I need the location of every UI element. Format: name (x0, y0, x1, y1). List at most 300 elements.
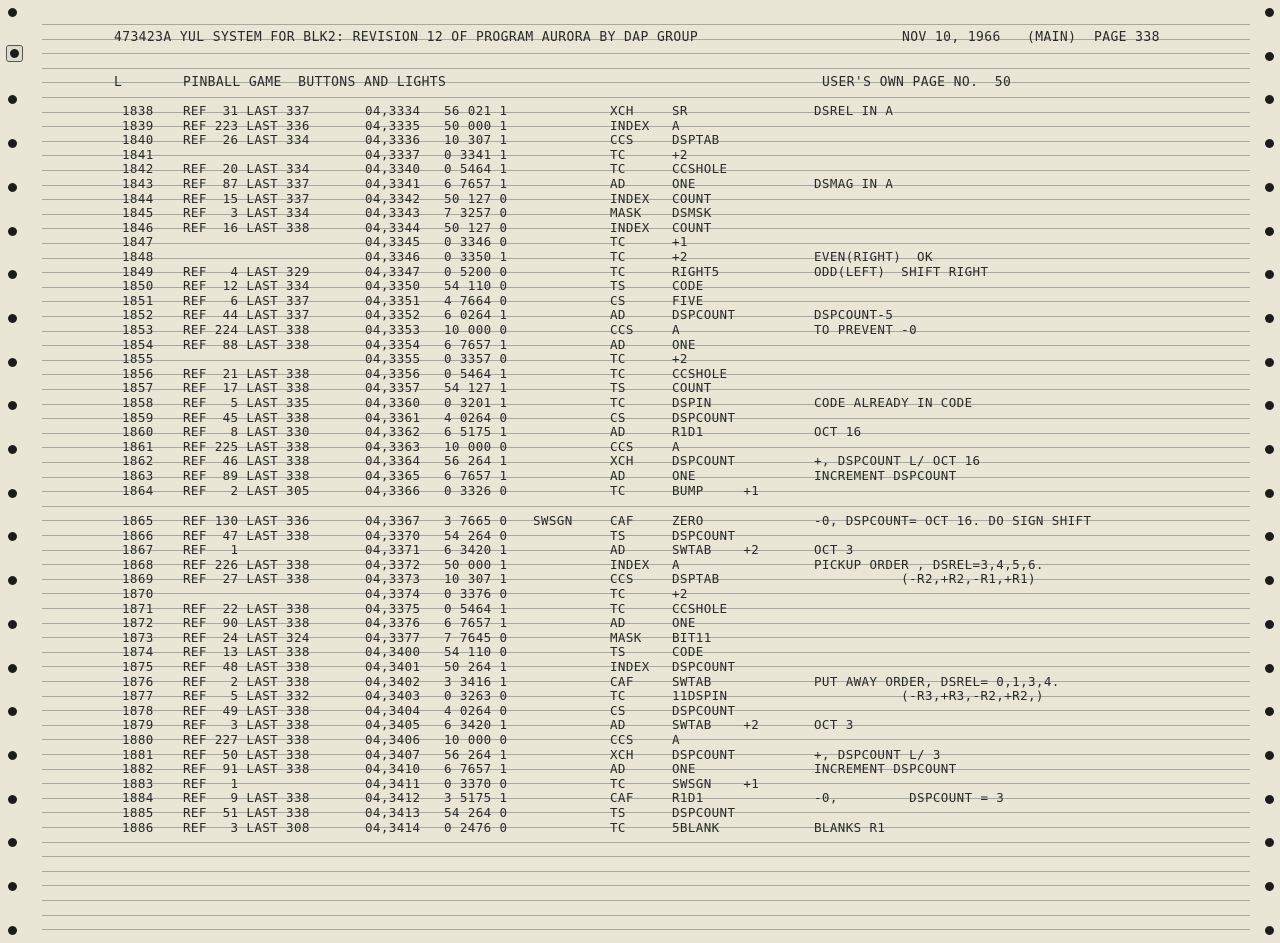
opcode-column: CS (610, 702, 626, 718)
operand-column: DSPCOUNT (672, 746, 736, 762)
ruled-line (42, 68, 1250, 69)
line-number: 1885 (122, 805, 154, 820)
log-marker: L (114, 75, 123, 90)
octal-code-column: 0 5200 0 (444, 263, 508, 279)
ref-column: REF 226 LAST 338 (183, 556, 310, 572)
operand-column: A (672, 322, 680, 337)
sprocket-hole-icon (8, 445, 17, 454)
ref-column: REF 3 LAST 338 (183, 717, 310, 733)
line-number: 1871 (122, 600, 154, 616)
line-number: 1853 (122, 322, 154, 337)
octal-code-column: 50 264 1 (444, 659, 508, 674)
ruled-line (42, 856, 1250, 857)
sprocket-hole-icon (8, 270, 17, 279)
opcode-column: INDEX (610, 117, 650, 133)
address-column: 04,3342 (365, 190, 421, 206)
line-number: 1863 (122, 468, 154, 483)
ref-column: REF 89 LAST 338 (183, 468, 310, 483)
opcode-column: MASK (610, 629, 642, 645)
line-number: 1851 (122, 292, 154, 308)
operand-column: A (672, 438, 680, 454)
opcode-column: AD (610, 424, 626, 440)
opcode-column: AD (610, 717, 626, 733)
ref-column: REF 8 LAST 330 (183, 424, 310, 440)
sprocket-hole-icon (8, 576, 17, 585)
operand-column: ONE (672, 336, 696, 352)
operand-column: ONE (672, 176, 696, 191)
line-number: 1859 (122, 409, 154, 425)
address-column: 04,3346 (365, 249, 421, 264)
octal-code-column: 10 000 0 (444, 732, 508, 747)
opcode-column: TC (610, 249, 626, 264)
comment-column: DSREL IN A (814, 103, 894, 118)
octal-code-column: 0 3263 0 (444, 688, 508, 704)
octal-code-column: 0 3350 1 (444, 249, 508, 264)
octal-code-column: 0 3370 0 (444, 775, 508, 791)
line-number: 1879 (122, 717, 154, 733)
opcode-column: CAF (610, 790, 634, 806)
line-number: 1848 (122, 249, 154, 264)
opcode-column: CCS (610, 438, 634, 454)
line-number: 1886 (122, 819, 154, 835)
line-number: 1842 (122, 161, 154, 177)
sprocket-hole-icon (1265, 401, 1274, 410)
opcode-column: MASK (610, 205, 642, 221)
address-column: 04,3357 (365, 380, 421, 396)
ruled-line (42, 900, 1250, 901)
line-number: 1862 (122, 453, 154, 469)
operand-column: DSPCOUNT (672, 659, 736, 674)
address-column: 04,3343 (365, 205, 421, 221)
sprocket-hole-icon (1265, 358, 1274, 367)
ruled-line (42, 915, 1250, 916)
comment-column: OCT 3 (814, 717, 854, 733)
sprocket-hole-icon (1265, 576, 1274, 585)
address-column: 04,3340 (365, 161, 421, 177)
sprocket-hole-icon (8, 926, 17, 935)
line-number: 1877 (122, 688, 154, 704)
sprocket-hole-icon (8, 707, 17, 716)
sprocket-hole-icon (1265, 8, 1274, 17)
opcode-column: TC (610, 600, 626, 616)
octal-code-column: 0 3201 1 (444, 395, 508, 410)
opcode-column: TS (610, 527, 626, 543)
line-number: 1857 (122, 380, 154, 396)
opcode-column: INDEX (610, 219, 650, 235)
operand-column: +2 (672, 249, 688, 264)
ref-column: REF 15 LAST 337 (183, 190, 310, 206)
octal-code-column: 4 7664 0 (444, 292, 508, 308)
ref-column: REF 24 LAST 324 (183, 629, 310, 645)
line-number: 1865 (122, 513, 154, 528)
operand-column: A (672, 556, 680, 572)
octal-code-column: 54 127 1 (444, 380, 508, 396)
address-column: 04,3372 (365, 556, 421, 572)
address-column: 04,3367 (365, 513, 421, 528)
address-column: 04,3401 (365, 659, 421, 674)
octal-code-column: 0 3326 0 (444, 482, 508, 498)
operand-column: SWTAB +2 (672, 542, 760, 558)
operand-column: RIGHT5 (672, 263, 720, 279)
opcode-column: XCH (610, 103, 634, 118)
ref-column: REF 27 LAST 338 (183, 571, 310, 587)
opcode-column: TC (610, 161, 626, 177)
comment-column: ODD(LEFT) SHIFT RIGHT (814, 263, 989, 279)
opcode-column: CCS (610, 732, 634, 747)
sprocket-square-icon (6, 45, 23, 62)
operand-column: CCSHOLE (672, 600, 728, 616)
ref-column: REF 16 LAST 338 (183, 219, 310, 235)
comment-column: EVEN(RIGHT) OK (814, 249, 933, 264)
operand-column: CODE (672, 278, 704, 294)
operand-column: COUNT (672, 190, 712, 206)
comment-column: PICKUP ORDER , DSREL=3,4,5,6. (814, 556, 1044, 572)
octal-code-column: 0 3376 0 (444, 586, 508, 601)
octal-code-column: 0 5464 1 (444, 365, 508, 381)
sprocket-hole-icon (8, 751, 17, 760)
octal-code-column: 0 3341 1 (444, 146, 508, 162)
comment-column: -0, DSPCOUNT= OCT 16. DO SIGN SHIFT (814, 513, 1092, 528)
opcode-column: TS (610, 805, 626, 820)
opcode-column: TC (610, 482, 626, 498)
octal-code-column: 50 000 1 (444, 556, 508, 572)
octal-code-column: 6 5175 1 (444, 424, 508, 440)
comment-column: DSMAG IN A (814, 176, 894, 191)
address-column: 04,3403 (365, 688, 421, 704)
line-number: 1883 (122, 775, 154, 791)
sprocket-hole-icon (8, 227, 17, 236)
ref-column: REF 90 LAST 338 (183, 615, 310, 631)
octal-code-column: 10 000 0 (444, 438, 508, 454)
sprocket-hole-icon (1265, 95, 1274, 104)
ref-column: REF 26 LAST 334 (183, 132, 310, 148)
operand-column: +2 (672, 146, 688, 162)
operand-column: +2 (672, 351, 688, 367)
opcode-column: XCH (610, 746, 634, 762)
sprocket-hole-icon (8, 882, 17, 891)
sprocket-hole-icon (1265, 751, 1274, 760)
operand-column: DSPTAB (672, 571, 720, 587)
address-column: 04,3341 (365, 176, 421, 191)
user-page-number: USER'S OWN PAGE NO. 50 (822, 75, 1012, 90)
line-number: 1841 (122, 146, 154, 162)
octal-code-column: 6 7657 1 (444, 761, 508, 777)
comment-column: CODE ALREADY IN CODE (814, 395, 973, 410)
ruled-line (42, 871, 1250, 872)
sprocket-hole-icon (8, 620, 17, 629)
sprocket-hole-icon (1265, 139, 1274, 148)
address-column: 04,3347 (365, 263, 421, 279)
line-number: 1852 (122, 307, 154, 323)
address-column: 04,3377 (365, 629, 421, 645)
opcode-column: CS (610, 409, 626, 425)
sprocket-hole-icon (1265, 926, 1274, 935)
ref-column: REF 22 LAST 338 (183, 600, 310, 616)
ref-column: REF 227 LAST 338 (183, 732, 310, 747)
operand-column: DSPCOUNT (672, 527, 736, 543)
ruled-line (42, 24, 1250, 25)
operand-column: SR (672, 103, 688, 118)
address-column: 04,3410 (365, 761, 421, 777)
sprocket-hole-icon (1265, 707, 1274, 716)
octal-code-column: 6 7657 1 (444, 615, 508, 631)
opcode-column: TC (610, 586, 626, 601)
line-number: 1856 (122, 365, 154, 381)
line-number: 1843 (122, 176, 154, 191)
ref-column: REF 5 LAST 332 (183, 688, 310, 704)
ref-column: REF 91 LAST 338 (183, 761, 310, 777)
octal-code-column: 10 307 1 (444, 132, 508, 148)
ref-column: REF 2 LAST 305 (183, 482, 310, 498)
opcode-column: TC (610, 395, 626, 410)
octal-code-column: 54 110 0 (444, 278, 508, 294)
octal-code-column: 3 7665 0 (444, 513, 508, 528)
ref-column: REF 31 LAST 337 (183, 103, 310, 118)
operand-column: SWTAB (672, 673, 712, 689)
sprocket-hole-icon (8, 8, 17, 17)
listing-section: (MAIN) (1027, 30, 1077, 45)
line-number: 1840 (122, 132, 154, 148)
sprocket-hole-icon (1265, 183, 1274, 192)
ruled-line (42, 155, 1250, 156)
operand-column: COUNT (672, 219, 712, 235)
ruled-line (42, 929, 1250, 930)
octal-code-column: 0 3357 0 (444, 351, 508, 367)
octal-code-column: 50 000 1 (444, 117, 508, 133)
opcode-column: CAF (610, 513, 634, 528)
octal-code-column: 56 264 1 (444, 453, 508, 469)
line-number: 1855 (122, 351, 154, 367)
operand-column: CCSHOLE (672, 365, 728, 381)
sprocket-hole-icon (8, 139, 17, 148)
ref-column: REF 225 LAST 338 (183, 438, 310, 454)
octal-code-column: 6 7657 1 (444, 176, 508, 191)
comment-column: TO PREVENT -0 (814, 322, 918, 337)
address-column: 04,3412 (365, 790, 421, 806)
operand-column: CCSHOLE (672, 161, 728, 177)
ruled-line (42, 53, 1250, 54)
line-number: 1884 (122, 790, 154, 806)
sprocket-hole-icon (1265, 445, 1274, 454)
operand-column: R1D1 (672, 790, 704, 806)
opcode-column: AD (610, 468, 626, 483)
address-column: 04,3355 (365, 351, 421, 367)
opcode-column: TS (610, 644, 626, 660)
page-number: PAGE 338 (1094, 30, 1160, 45)
sprocket-hole-icon (8, 401, 17, 410)
operand-column: COUNT (672, 380, 712, 396)
ref-column: REF 17 LAST 338 (183, 380, 310, 396)
octal-code-column: 54 264 0 (444, 805, 508, 820)
address-column: 04,3361 (365, 409, 421, 425)
sprocket-hole-icon (1265, 838, 1274, 847)
sprocket-hole-icon (8, 532, 17, 541)
comment-column: PUT AWAY ORDER, DSREL= 0,1,3,4. (814, 673, 1060, 689)
line-number: 1860 (122, 424, 154, 440)
line-number: 1861 (122, 438, 154, 454)
ref-column: REF 49 LAST 338 (183, 702, 310, 718)
opcode-column: XCH (610, 453, 634, 469)
operand-column: SWSGN +1 (672, 775, 760, 791)
line-number: 1846 (122, 219, 154, 235)
address-column: 04,3354 (365, 336, 421, 352)
line-number: 1880 (122, 732, 154, 747)
sprocket-hole-icon (1265, 489, 1274, 498)
address-column: 04,3413 (365, 805, 421, 820)
operand-column: DSPCOUNT (672, 409, 736, 425)
sprocket-hole-icon (1265, 620, 1274, 629)
operand-column: ONE (672, 615, 696, 631)
ref-column: REF 130 LAST 336 (183, 513, 310, 528)
sprocket-hole-icon (1265, 664, 1274, 673)
comment-column: OCT 3 (814, 542, 854, 558)
comment-column: -0, DSPCOUNT = 3 (814, 790, 1005, 806)
opcode-column: AD (610, 307, 626, 323)
comment-column: DSPCOUNT-5 (814, 307, 894, 323)
octal-code-column: 6 7657 1 (444, 468, 508, 483)
ref-column: REF 3 LAST 334 (183, 205, 310, 221)
opcode-column: TC (610, 234, 626, 250)
sprocket-hole-icon (1265, 532, 1274, 541)
ref-column: REF 9 LAST 338 (183, 790, 310, 806)
operand-column: +1 (672, 234, 688, 250)
octal-code-column: 6 3420 1 (444, 542, 508, 558)
line-number: 1875 (122, 659, 154, 674)
octal-code-column: 0 3346 0 (444, 234, 508, 250)
ruled-line (42, 593, 1250, 594)
line-number: 1844 (122, 190, 154, 206)
comment-column: INCREMENT DSPCOUNT (814, 761, 957, 777)
octal-code-column: 54 264 0 (444, 527, 508, 543)
operand-column: SWTAB +2 (672, 717, 760, 733)
address-column: 04,3414 (365, 819, 421, 835)
opcode-column: TC (610, 351, 626, 367)
operand-column: ONE (672, 468, 696, 483)
address-column: 04,3363 (365, 438, 421, 454)
ref-column: REF 223 LAST 336 (183, 117, 310, 133)
ref-column: REF 224 LAST 338 (183, 322, 310, 337)
octal-code-column: 3 5175 1 (444, 790, 508, 806)
opcode-column: CCS (610, 132, 634, 148)
opcode-column: CS (610, 292, 626, 308)
operand-column: BUMP +1 (672, 482, 760, 498)
operand-column: FIVE (672, 292, 704, 308)
address-column: 04,3370 (365, 527, 421, 543)
ref-column: REF 46 LAST 338 (183, 453, 310, 469)
opcode-column: TS (610, 278, 626, 294)
address-column: 04,3336 (365, 132, 421, 148)
octal-code-column: 0 5464 1 (444, 600, 508, 616)
opcode-column: CAF (610, 673, 634, 689)
line-number: 1878 (122, 702, 154, 718)
opcode-column: TC (610, 819, 626, 835)
operand-column: DSPCOUNT (672, 702, 736, 718)
sprocket-hole-icon (8, 664, 17, 673)
octal-code-column: 56 264 1 (444, 746, 508, 762)
address-column: 04,3350 (365, 278, 421, 294)
ref-column: REF 3 LAST 308 (183, 819, 310, 835)
line-number: 1838 (122, 103, 154, 118)
address-column: 04,3345 (365, 234, 421, 250)
address-column: 04,3400 (365, 644, 421, 660)
opcode-column: TS (610, 380, 626, 396)
ref-column: REF 48 LAST 338 (183, 659, 310, 674)
opcode-column: AD (610, 176, 626, 191)
line-number: 1866 (122, 527, 154, 543)
ref-column: REF 45 LAST 338 (183, 409, 310, 425)
ref-column: REF 4 LAST 329 (183, 263, 310, 279)
ref-column: REF 50 LAST 338 (183, 746, 310, 762)
operand-column: ONE (672, 761, 696, 777)
address-column: 04,3337 (365, 146, 421, 162)
line-number: 1850 (122, 278, 154, 294)
opcode-column: AD (610, 615, 626, 631)
sprocket-hole-icon (8, 358, 17, 367)
comment-column: INCREMENT DSPCOUNT (814, 468, 957, 483)
sprocket-hole-icon (1265, 795, 1274, 804)
opcode-column: AD (610, 761, 626, 777)
ref-column: REF 20 LAST 334 (183, 161, 310, 177)
octal-code-column: 3 3416 1 (444, 673, 508, 689)
sprocket-hole-icon (1265, 314, 1274, 323)
operand-column: A (672, 117, 680, 133)
ruled-line (42, 885, 1250, 886)
opcode-column: INDEX (610, 556, 650, 572)
comment-column: +, DSPCOUNT L/ 3 (814, 746, 941, 762)
operand-column: A (672, 732, 680, 747)
address-column: 04,3411 (365, 775, 421, 791)
ref-column: REF 13 LAST 338 (183, 644, 310, 660)
line-number: 1867 (122, 542, 154, 558)
octal-code-column: 4 0264 0 (444, 702, 508, 718)
operand-column: 5BLANK (672, 819, 720, 835)
opcode-column: CCS (610, 322, 634, 337)
line-number: 1847 (122, 234, 154, 250)
sprocket-hole-icon (8, 183, 17, 192)
ref-column: REF 51 LAST 338 (183, 805, 310, 820)
operand-column: BIT11 (672, 629, 712, 645)
ruled-line (42, 97, 1250, 98)
address-column: 04,3404 (365, 702, 421, 718)
address-column: 04,3356 (365, 365, 421, 381)
operand-column: DSPCOUNT (672, 805, 736, 820)
octal-code-column: 0 5464 1 (444, 161, 508, 177)
operand-column: DSPCOUNT (672, 453, 736, 469)
line-number: 1882 (122, 761, 154, 777)
sprocket-hole-icon (1265, 52, 1274, 61)
opcode-column: TC (610, 263, 626, 279)
listing-title: 473423A YUL SYSTEM FOR BLK2: REVISION 12 OF PROGRAM AURORA BY DAP GROUP (114, 30, 699, 45)
opcode-column: TC (610, 146, 626, 162)
address-column: 04,3375 (365, 600, 421, 616)
line-number: 1845 (122, 205, 154, 221)
ref-column: REF 88 LAST 338 (183, 336, 310, 352)
operand-column: 11DSPIN (672, 688, 728, 704)
address-column: 04,3352 (365, 307, 421, 323)
line-number: 1849 (122, 263, 154, 279)
opcode-column: TC (610, 775, 626, 791)
ruled-line (42, 360, 1250, 361)
octal-code-column: 50 127 0 (444, 190, 508, 206)
address-column: 04,3366 (365, 482, 421, 498)
address-column: 04,3376 (365, 615, 421, 631)
ruled-line (42, 842, 1250, 843)
address-column: 04,3371 (365, 542, 421, 558)
operand-column: +2 (672, 586, 688, 601)
comment-column: (-R3,+R3,-R2,+R2,) (814, 688, 1044, 704)
octal-code-column: 6 0264 1 (444, 307, 508, 323)
ref-column: REF 2 LAST 338 (183, 673, 310, 689)
